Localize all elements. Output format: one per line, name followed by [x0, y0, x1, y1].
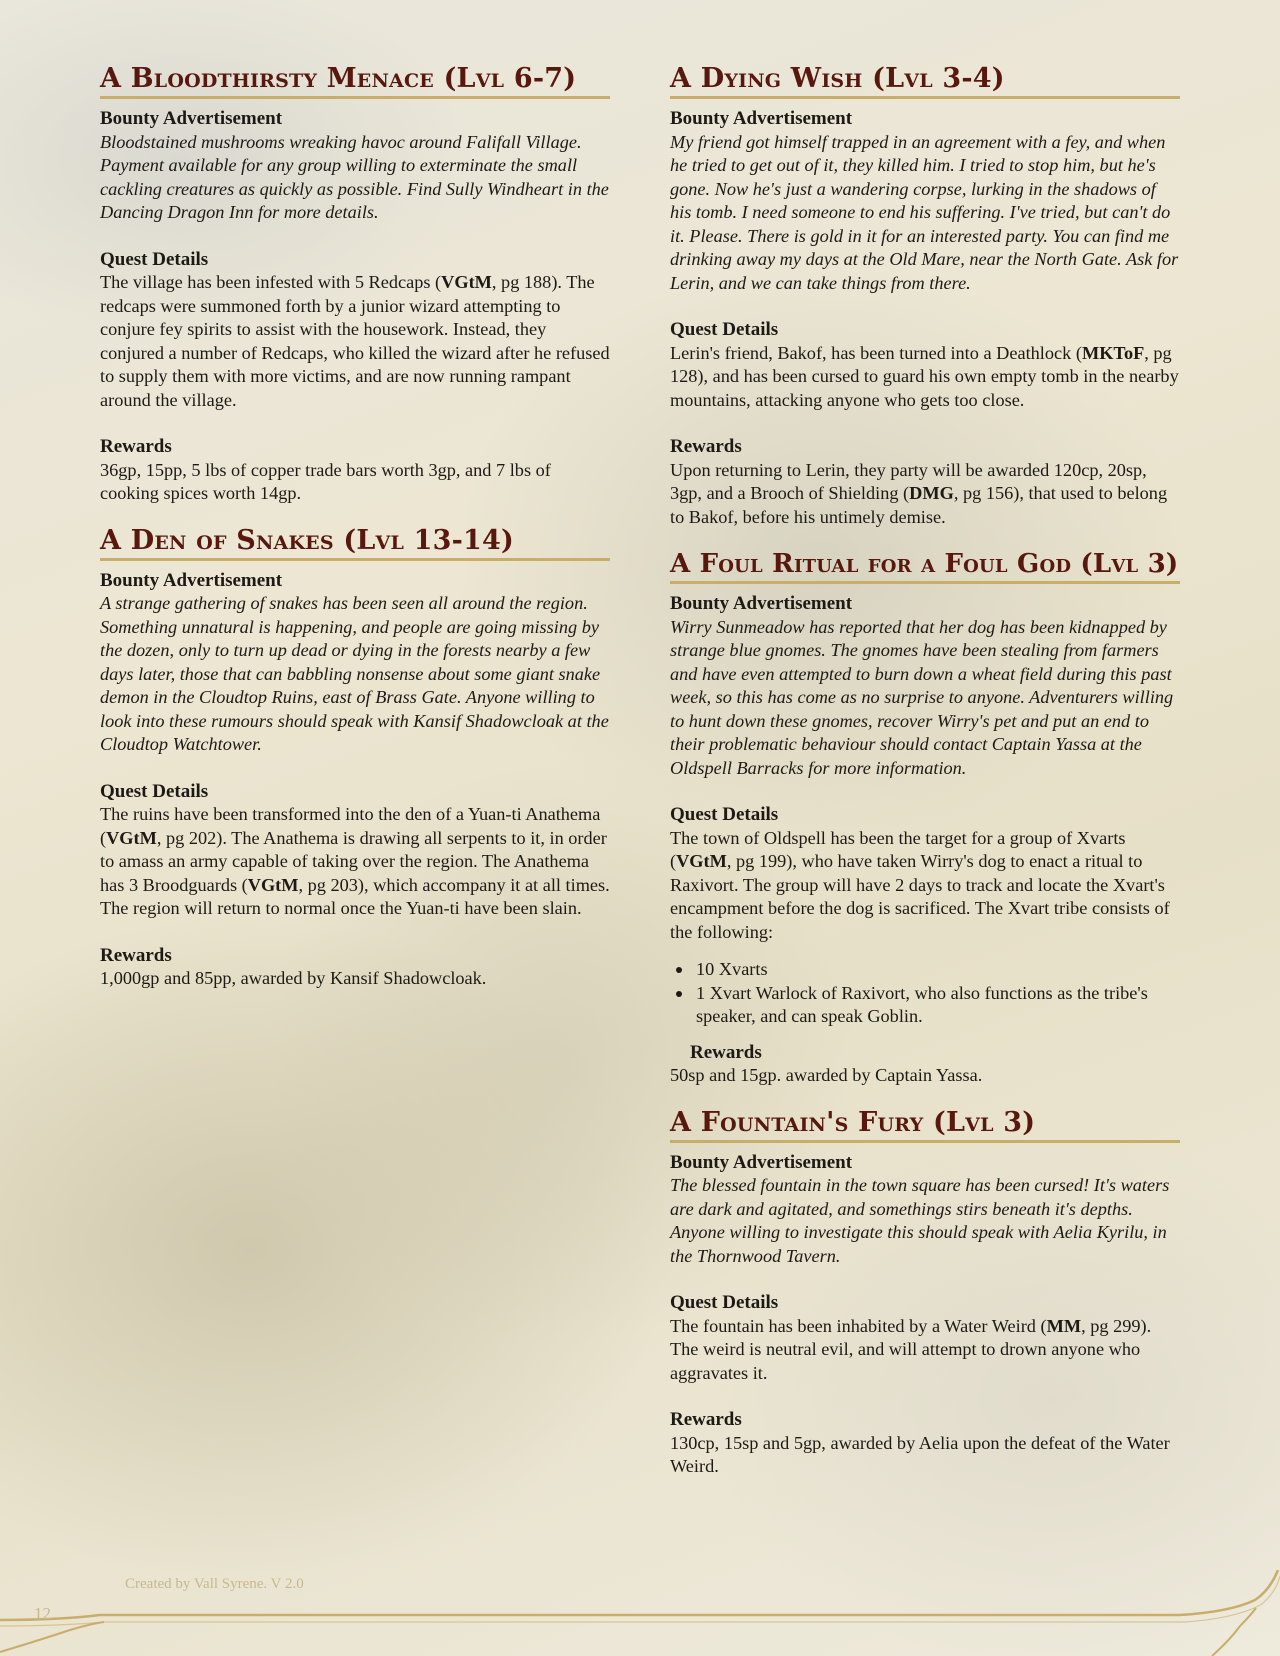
quest-dying-wish: [670, 62, 1180, 529]
quest-den-of-snakes: [100, 524, 610, 991]
rewards-heading: Rewards: [100, 944, 172, 966]
quest-fountains-fury: [670, 1106, 1180, 1479]
right-column: [670, 62, 1180, 1497]
left-column: [100, 62, 610, 1009]
rewards-text: 1,000gp and 85pp, awarded by Kansif Shadowcloak.: [100, 968, 487, 988]
details-heading: Quest Details: [670, 804, 779, 825]
bounty-text: Bloodstained mushrooms wreaking havoc around Falifall Village. Payment available for any group willing to exterminate the small cackling creatures as quickly as possible. Find Sully Windheart in the Dancing Dragon Inn for more details.: [100, 131, 609, 222]
quest-title: A Fountain's Fury (Lvl 3): [670, 1106, 1180, 1143]
rewards-heading: Rewards: [690, 1041, 762, 1063]
bounty-heading: Bounty Advertisement: [670, 108, 853, 129]
details-heading: Quest Details: [100, 248, 209, 270]
details-text: Lerin's friend, Bakof, has been turned into a Deathlock (MKToF, pg 128), and has been cursed to guard his own empty tomb in the nearby mountains, attacking anyone who gets too close.: [670, 342, 1179, 410]
bounty-heading: Bounty Advertisement: [100, 569, 283, 591]
quest-title: A Dying Wish (Lvl 3-4): [670, 62, 1180, 99]
rewards-text: 36gp, 15pp, 5 lbs of copper trade bars worth 3gp, and 7 lbs of cooking spices worth 14gp.: [100, 459, 551, 503]
bounty-heading: Bounty Advertisement: [100, 108, 283, 129]
bounty-text: A strange gathering of snakes has been seen all around the region. Something unnatural is happening, and people are going missing by the dozen, only to turn up dead or dying in the forests nearby a few days later, those that can babbling nonsense about some giant snake demon in the Cloudtop Ruins, east of Brass Gate. Anyone willing to look into these rumours should speak with Kansif Shadowcloak at the Cloudtop Watchtower.: [100, 593, 609, 754]
details-text: The town of Oldspell has been the target for a group of Xvarts (VGtM, pg 199), who have taken Wirry's dog to enact a ritual to Raxivort. The group will have 2 days to track and locate the Xvart's encampment before the dog is sacrificed. The Xvart tribe consists of the following:: [670, 827, 1170, 942]
bounty-text: Wirry Sunmeadow has reported that her dog has been kidnapped by strange blue gnomes. The gnomes have been stealing from farmers and have even attempted to burn down a wheat field during this past week, so this has come as no surprise to anyone. Adventurers willing to hunt down these gnomes, recover Wirry's pet and put an end to their problematic behaviour should contact Captain Yassa at the Oldspell Barracks for more information.: [670, 616, 1174, 778]
details-heading: Quest Details: [100, 780, 209, 802]
bounty-text: The blessed fountain in the town square has been cursed! It's waters are dark and agitated, and somethings stirs beneath it's depths. Anyone willing to investigate this should speak with Aelia Kyrilu, in the Thornwood Tavern.: [670, 1175, 1170, 1266]
details-text: The ruins have been transformed into the den of a Yuan-ti Anathema (VGtM, pg 202). The Anathema is drawing all serpents to it, in order to amass an army capable of taking over the region. The Anathema has 3 Broodguards (VGtM, pg 203), which accompany it at all times. The region will return to normal once the Yuan-ti have been slain.: [100, 804, 610, 918]
details-heading: Quest Details: [670, 1292, 779, 1313]
rewards-heading: Rewards: [670, 1409, 742, 1430]
quest-title: A Foul Ritual for a Foul God (Lvl 3): [670, 547, 1180, 584]
list-item: 10 Xvarts: [670, 958, 1180, 982]
quest-foul-ritual: [670, 547, 1180, 1088]
rewards-text: 130cp, 15sp and 5gp, awarded by Aelia upon the defeat of the Water Weird.: [670, 1432, 1170, 1476]
footer-credit: Created by Vall Syrene. V 2.0: [125, 1576, 304, 1592]
details-heading: Quest Details: [670, 319, 779, 340]
quest-title: A Bloodthirsty Menace (Lvl 6-7): [100, 62, 610, 99]
bounty-heading: Bounty Advertisement: [670, 1151, 853, 1173]
rewards-text: Upon returning to Lerin, they party will be awarded 120cp, 20sp, 3gp, and a Brooch of Shielding (DMG, pg 156), that used to belong to Bakof, before his untimely demise.: [670, 459, 1168, 527]
bounty-heading: Bounty Advertisement: [670, 593, 853, 614]
quest-title: A Den of Snakes (Lvl 13-14): [100, 524, 610, 561]
bounty-text: My friend got himself trapped in an agreement with a fey, and when he tried to get out of it, they killed him. I tried to stop him, but he's gone. Now he's just a wandering corpse, lurking in the shadows of his tomb. I need someone to end his suffering. I've tried, but can't do it. Please. There is gold in it for an interested party. You can find me drinking away my days at the Old Mare, near the North Gate. Ask for Lerin, and we can take things from there.: [670, 131, 1179, 293]
quest-bloodthirsty-menace: [100, 62, 610, 506]
list-item: 1 Xvart Warlock of Raxivort, who also functions as the tribe's speaker, and can speak Goblin.: [670, 982, 1180, 1029]
rewards-heading: Rewards: [100, 436, 172, 457]
details-text: The village has been infested with 5 Redcaps (VGtM, pg 188). The redcaps were summoned forth by a junior wizard attempting to conjure fey spirits to assist with the housework. Instead, they conjured a number of Redcaps, who killed the wizard after he refused to supply them with more victims, and are now running rampant around the village.: [100, 272, 610, 410]
details-text: The fountain has been inhabited by a Water Weird (MM, pg 299). The weird is neutral evil, and will attempt to drown anyone who aggravates it.: [670, 1315, 1152, 1383]
rewards-text: 50sp and 15gp. awarded by Captain Yassa.: [670, 1065, 983, 1085]
xvart-tribe-list: [670, 958, 1180, 1029]
page-number: 12: [34, 1604, 51, 1623]
footer-flourish: [0, 1560, 1280, 1656]
rewards-heading: Rewards: [670, 436, 742, 457]
